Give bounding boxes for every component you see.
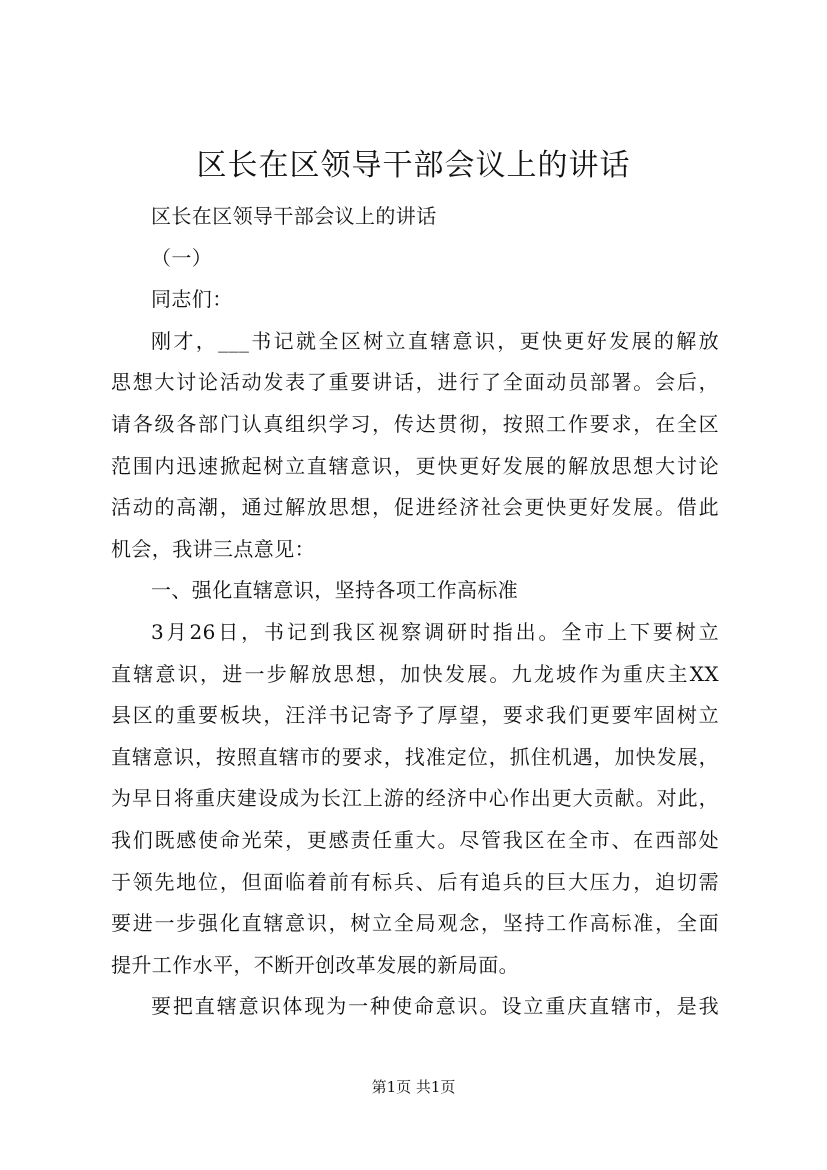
- text-line: 于领先地位，但面临着前有标兵、后有追兵的巨大压力，迫切需: [111, 869, 719, 894]
- text-line: 3月26日，书记到我区视察调研时指出。全市上下要树立: [151, 619, 719, 644]
- text-line: 我们既感使命光荣，更感责任重大。尽管我区在全市、在西部处: [111, 827, 719, 852]
- text-line: 机会，我讲三点意见：: [111, 536, 315, 561]
- page-footer: 第1页 共1页: [371, 1078, 456, 1096]
- text-line: 直辖意识，进一步解放思想，加快发展。九龙坡作为重庆主XX: [111, 661, 719, 686]
- text-line: 直辖意识，按照直辖市的要求，找准定位，抓住机遇，加快发展，: [111, 744, 719, 769]
- text-line: 要把直辖意识体现为一种使命意识。设立重庆直辖市，是我: [151, 994, 719, 1019]
- document-body: [111, 196, 719, 1028]
- text-line: 同志们：: [151, 287, 233, 312]
- text-line: 要进一步强化直辖意识，树立全局观念，坚持工作高标准，全面: [111, 911, 719, 936]
- text-line: 范围内迅速掀起树立直辖意识，更快更好发展的解放思想大讨论: [111, 453, 719, 478]
- text-line: 为早日将重庆建设成为长江上游的经济中心作出更大贡献。对此，: [111, 786, 719, 811]
- text-line: 提升工作水平，不断开创改革发展的新局面。: [111, 952, 519, 977]
- text-line: 活动的高潮，通过解放思想，促进经济社会更快更好发展。借此: [111, 495, 719, 520]
- document-title: 区长在区领导干部会议上的讲话: [196, 148, 631, 183]
- text-line: 一、强化直辖意识，坚持各项工作高标准: [151, 578, 519, 603]
- text-line: 区长在区领导干部会议上的讲话: [151, 204, 437, 228]
- text-line: （一）: [151, 245, 213, 270]
- text-line: 刚才，___书记就全区树立直辖意识，更快更好发展的解放: [151, 328, 719, 353]
- text-line: 思想大讨论活动发表了重要讲话，进行了全面动员部署。会后，: [111, 370, 719, 395]
- text-line: 县区的重要板块，汪洋书记寄予了厚望，要求我们更要牢固树立: [111, 703, 719, 728]
- text-line: 请各级各部门认真组织学习，传达贯彻，按照工作要求，在全区: [111, 411, 719, 436]
